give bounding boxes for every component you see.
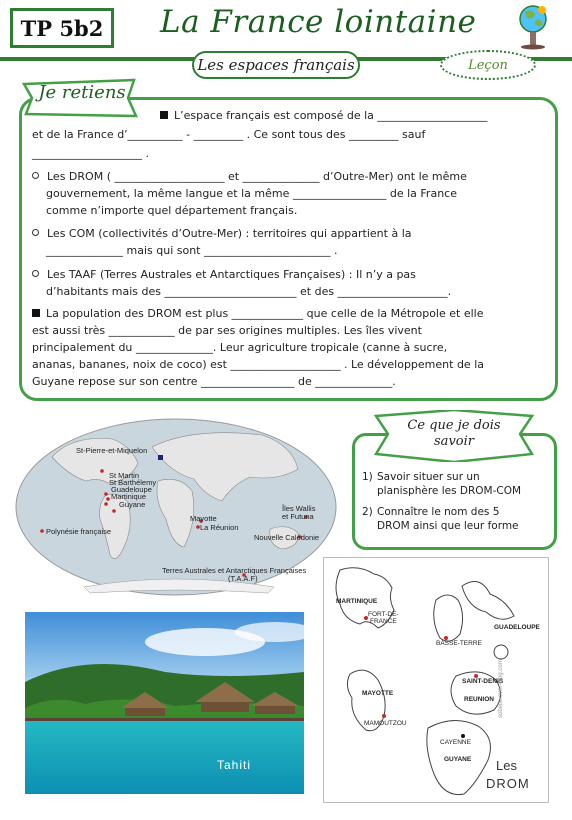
drom-label: MARTINIQUE [336, 598, 378, 605]
square-bullet-icon [160, 111, 168, 119]
savoir-item-text: DROM ainsi que leur forme [377, 520, 519, 532]
page-title: La France lointaine [160, 4, 477, 40]
drom-map [323, 557, 549, 803]
photo-caption: Tahiti [217, 758, 252, 772]
drom-label: GUYANE [444, 756, 472, 763]
map-label: Guyane [119, 500, 146, 509]
savoir-title: Ce que je dois savoir [407, 418, 501, 449]
savoir-item-text: planisphère les DROM-COM [377, 485, 522, 497]
map-label: Martinique [111, 492, 147, 501]
subtitle: Les espaces français [192, 51, 360, 79]
map-label: St-Pierre-et-Miquelon [76, 446, 148, 455]
credit: sobelle.over-blog.com [498, 659, 504, 718]
circle-bullet-icon [32, 270, 39, 277]
drom-label: FORT-DE- [368, 611, 399, 618]
retiens-line: principalement du ______________. Leur agriculture tropicale (canne à sucre, [32, 341, 448, 354]
tahiti-photo [25, 612, 304, 794]
retiens-line: Les COM (collectivités d’Outre-Mer) : territoires qui appartient à la [32, 225, 412, 242]
retiens-line: ananas, bananes, noix de coco) est ____________________ . Le développement de la [32, 358, 484, 371]
retiens-line: Guyane repose sur son centre _________________ de ______________. [32, 375, 396, 388]
retiens-line: L’espace français est composé de la ____________________ [160, 107, 487, 124]
circle-bullet-icon [32, 172, 39, 179]
retiens-line: gouvernement, la même langue et la même _________________ de la France [46, 187, 457, 200]
drom-caption: DROM [486, 776, 530, 791]
savoir-item-number: 1) [362, 471, 373, 483]
savoir-item-number: 2) [362, 506, 373, 518]
map-label: St Martin [109, 471, 140, 480]
circle-bullet-icon [32, 229, 39, 236]
map-label: (T.A.A.F) [228, 574, 258, 583]
retiens-label: Je retiens [38, 82, 126, 103]
retiens-line: La population des DROM est plus _____________ que celle de la Métropole et elle [32, 305, 483, 322]
world-map [14, 417, 339, 597]
drom-label: SAINT-DENIS [462, 678, 504, 685]
map-label: La Réunion [200, 523, 239, 532]
savoir-item-text: Savoir situer sur un [377, 471, 480, 483]
map-label: Îles Wallis et Futuna [282, 504, 316, 521]
retiens-line: Les TAAF (Terres Australes et Antarctiques Françaises) : Il n’y a pas [32, 266, 416, 283]
drom-label: CAYENNE [440, 739, 471, 746]
drom-label: GUADELOUPE [494, 624, 540, 631]
drom-label: BASSE-TERRE [436, 640, 482, 647]
map-label: Guadeloupe [111, 485, 152, 494]
drom-caption: Les [496, 758, 517, 773]
retiens-line: est aussi très ____________ de par ses origines multiples. Les îles vivent [32, 324, 422, 337]
map-label: Nouvelle Calédonie [254, 533, 320, 542]
square-bullet-icon [32, 309, 40, 317]
map-label: Mayotte [190, 514, 217, 523]
globe-icon [513, 2, 553, 50]
retiens-line: Les DROM ( ____________________ et ______________ d’Outre-Mer) ont le même [32, 168, 467, 185]
map-label: Polynésie française [46, 527, 112, 536]
retiens-line: ______________ mais qui sont _______________________ . [46, 244, 338, 257]
drom-label: MAMOUTZOU [364, 720, 407, 727]
retiens-line: d’habitants mais des ________________________ et des ____________________. [46, 285, 452, 298]
lesson-tag: Leçon [440, 50, 536, 80]
savoir-item-text: Connaître le nom des 5 [377, 506, 500, 518]
drom-label: FRANCE [370, 618, 397, 625]
drom-label: REUNION [464, 696, 494, 703]
drom-label: MAYOTTE [362, 690, 394, 697]
retiens-line: ____________________ . [32, 147, 149, 160]
tp-label: TP 5b2 [10, 8, 114, 48]
retiens-line: comme n’importe quel département français. [46, 204, 298, 217]
retiens-line: et de la France d’__________ - _________ . Ce sont tous des _________ sauf [32, 128, 426, 141]
map-label: Terres Australes et Antarctiques Françaises [162, 566, 307, 575]
map-label: St Barthélemy [109, 478, 157, 487]
